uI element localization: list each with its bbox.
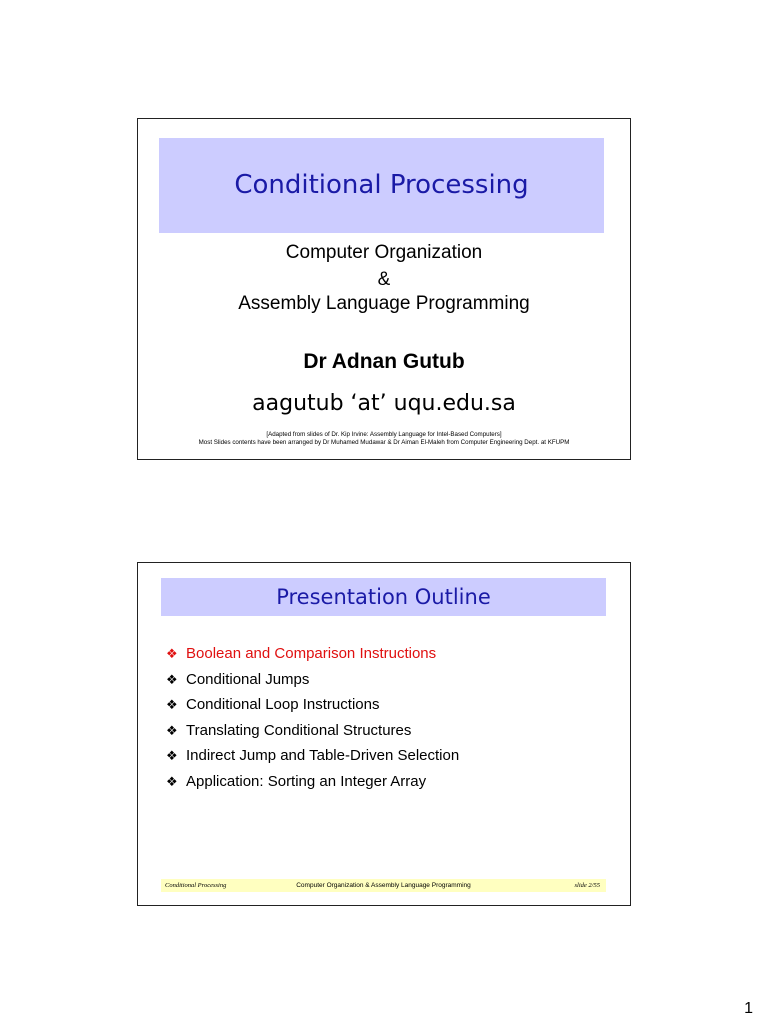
page-number: 1 — [744, 1000, 753, 1017]
course-name-line2: & — [377, 269, 391, 290]
outline-item-label: Translating Conditional Structures — [186, 721, 412, 739]
footer-course: Computer Organization & Assembly Language Programming — [296, 882, 471, 889]
course-name-line1: Computer Organization — [285, 242, 483, 263]
outline-list — [166, 645, 459, 799]
title-slide — [137, 118, 631, 460]
outline-item — [166, 722, 459, 748]
author-email: aagutub ‘at’ uqu.edu.sa — [252, 391, 516, 416]
footer-slide-number: slide 2/55 — [574, 882, 600, 889]
outline-item-label: Conditional Jumps — [186, 670, 310, 688]
credit-line-2: Most Slides contents have been arranged by Dr Muhamed Mudawar & Dr Aiman El-Maleh from Computer Engineering Dept. at KFUPM — [198, 439, 570, 446]
diamond-bullet-icon: ❖ — [166, 774, 178, 790]
outline-item-label: Indirect Jump and Table-Driven Selection — [186, 747, 460, 765]
diamond-bullet-icon: ❖ — [166, 749, 178, 765]
outline-item-label: Application: Sorting an Integer Array — [186, 772, 427, 790]
diamond-bullet-icon: ❖ — [166, 723, 178, 739]
diamond-bullet-icon: ❖ — [166, 672, 178, 688]
outline-item — [166, 696, 459, 722]
outline-item — [166, 645, 459, 671]
diamond-bullet-icon: ❖ — [166, 647, 178, 662]
diamond-bullet-icon: ❖ — [166, 698, 178, 714]
slide-title: Presentation Outline — [161, 578, 606, 616]
slide-title: Conditional Processing — [159, 138, 604, 233]
outline-item-label: Conditional Loop Instructions — [186, 696, 380, 714]
credit-line-1: [Adapted from slides of Dr. Kip Irvine: Assembly Language for Intel-Based Computers] — [266, 431, 502, 438]
outline-slide — [137, 562, 631, 906]
author-name: Dr Adnan Gutub — [303, 350, 465, 373]
course-name-line3: Assembly Language Programming — [238, 293, 530, 314]
slide-footer — [161, 879, 606, 892]
outline-item — [166, 773, 459, 799]
outline-item-label: Boolean and Comparison Instructions — [186, 645, 437, 662]
outline-item — [166, 671, 459, 697]
outline-item — [166, 747, 459, 773]
footer-topic: Conditional Processing — [165, 882, 227, 889]
